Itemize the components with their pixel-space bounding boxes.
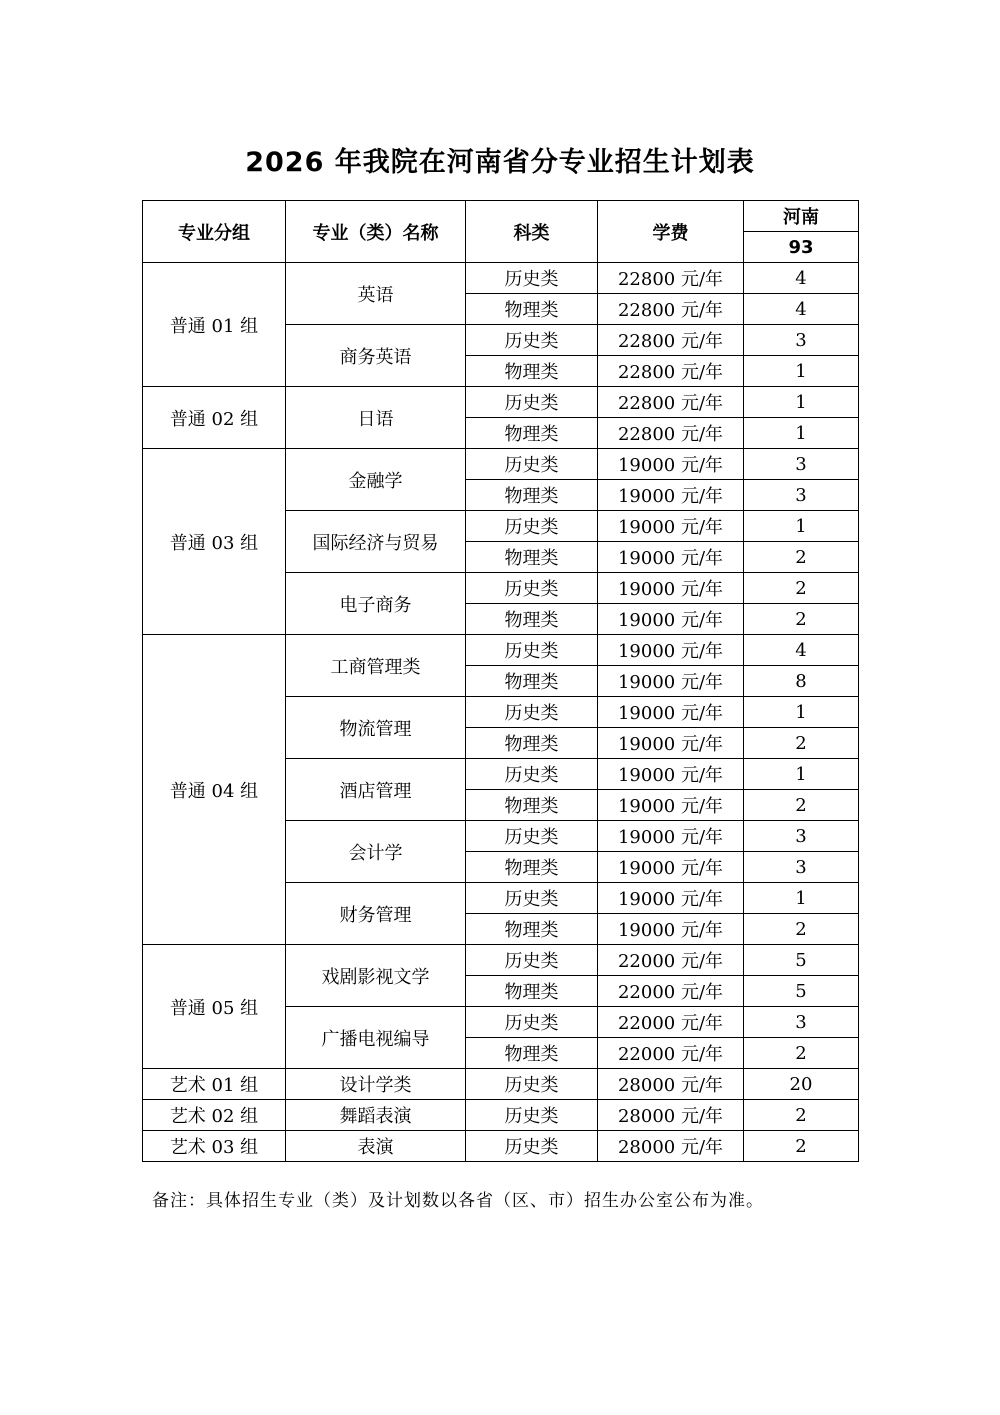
count-cell: 1 <box>744 418 859 449</box>
table-row <box>143 449 859 480</box>
subject-cell: 历史类 <box>466 883 598 914</box>
count-cell: 3 <box>744 325 859 356</box>
group-cell: 普通 03 组 <box>143 449 286 635</box>
subject-cell: 历史类 <box>466 821 598 852</box>
major-cell: 商务英语 <box>286 325 466 387</box>
tuition-cell: 19000 元/年 <box>598 821 744 852</box>
count-cell: 3 <box>744 821 859 852</box>
subject-cell: 物理类 <box>466 418 598 449</box>
tuition-cell: 28000 元/年 <box>598 1131 744 1162</box>
group-cell: 普通 02 组 <box>143 387 286 449</box>
subject-cell: 历史类 <box>466 1069 598 1100</box>
subject-cell: 历史类 <box>466 387 598 418</box>
tuition-cell: 19000 元/年 <box>598 604 744 635</box>
tuition-cell: 19000 元/年 <box>598 666 744 697</box>
major-cell: 日语 <box>286 387 466 449</box>
tuition-cell: 19000 元/年 <box>598 728 744 759</box>
major-cell: 工商管理类 <box>286 635 466 697</box>
count-cell: 1 <box>744 883 859 914</box>
enrollment-plan-table <box>142 200 859 1162</box>
major-cell: 会计学 <box>286 821 466 883</box>
table-row <box>143 1100 859 1131</box>
count-cell: 4 <box>744 263 859 294</box>
tuition-cell: 22000 元/年 <box>598 976 744 1007</box>
subject-cell: 物理类 <box>466 604 598 635</box>
major-cell: 金融学 <box>286 449 466 511</box>
table-row <box>143 263 859 294</box>
major-cell: 国际经济与贸易 <box>286 511 466 573</box>
table-row <box>143 635 859 666</box>
subject-cell: 物理类 <box>466 728 598 759</box>
tuition-cell: 19000 元/年 <box>598 480 744 511</box>
subject-cell: 物理类 <box>466 914 598 945</box>
subject-cell: 物理类 <box>466 1038 598 1069</box>
subject-cell: 历史类 <box>466 511 598 542</box>
subject-cell: 历史类 <box>466 945 598 976</box>
count-cell: 2 <box>744 604 859 635</box>
count-cell: 5 <box>744 945 859 976</box>
group-cell: 艺术 02 组 <box>143 1100 286 1131</box>
table-row <box>143 387 859 418</box>
count-cell: 1 <box>744 511 859 542</box>
tuition-cell: 19000 元/年 <box>598 542 744 573</box>
tuition-cell: 19000 元/年 <box>598 635 744 666</box>
tuition-cell: 22800 元/年 <box>598 263 744 294</box>
header-province-total: 93 <box>744 232 859 263</box>
tuition-cell: 28000 元/年 <box>598 1069 744 1100</box>
tuition-cell: 19000 元/年 <box>598 790 744 821</box>
subject-cell: 物理类 <box>466 480 598 511</box>
count-cell: 3 <box>744 449 859 480</box>
subject-cell: 物理类 <box>466 666 598 697</box>
group-cell: 普通 04 组 <box>143 635 286 945</box>
tuition-cell: 22800 元/年 <box>598 294 744 325</box>
count-cell: 2 <box>744 573 859 604</box>
count-cell: 2 <box>744 1131 859 1162</box>
table-row <box>143 1069 859 1100</box>
count-cell: 3 <box>744 1007 859 1038</box>
group-cell: 普通 01 组 <box>143 263 286 387</box>
subject-cell: 物理类 <box>466 790 598 821</box>
subject-cell: 物理类 <box>466 356 598 387</box>
count-cell: 3 <box>744 852 859 883</box>
tuition-cell: 19000 元/年 <box>598 511 744 542</box>
major-cell: 英语 <box>286 263 466 325</box>
group-cell: 艺术 01 组 <box>143 1069 286 1100</box>
subject-cell: 历史类 <box>466 449 598 480</box>
count-cell: 8 <box>744 666 859 697</box>
major-cell: 财务管理 <box>286 883 466 945</box>
subject-cell: 历史类 <box>466 697 598 728</box>
tuition-cell: 22000 元/年 <box>598 1007 744 1038</box>
subject-cell: 物理类 <box>466 976 598 1007</box>
major-cell: 设计学类 <box>286 1069 466 1100</box>
header-major: 专业（类）名称 <box>286 201 466 263</box>
subject-cell: 物理类 <box>466 294 598 325</box>
count-cell: 2 <box>744 728 859 759</box>
tuition-cell: 19000 元/年 <box>598 697 744 728</box>
subject-cell: 历史类 <box>466 263 598 294</box>
count-cell: 1 <box>744 697 859 728</box>
tuition-cell: 19000 元/年 <box>598 914 744 945</box>
major-cell: 物流管理 <box>286 697 466 759</box>
tuition-cell: 22800 元/年 <box>598 418 744 449</box>
group-cell: 艺术 03 组 <box>143 1131 286 1162</box>
header-province: 河南 <box>744 201 859 232</box>
subject-cell: 历史类 <box>466 635 598 666</box>
count-cell: 1 <box>744 387 859 418</box>
count-cell: 2 <box>744 1038 859 1069</box>
tuition-cell: 22800 元/年 <box>598 356 744 387</box>
major-cell: 广播电视编导 <box>286 1007 466 1069</box>
subject-cell: 物理类 <box>466 542 598 573</box>
tuition-cell: 19000 元/年 <box>598 883 744 914</box>
count-cell: 4 <box>744 294 859 325</box>
subject-cell: 历史类 <box>466 759 598 790</box>
count-cell: 2 <box>744 914 859 945</box>
subject-cell: 历史类 <box>466 1100 598 1131</box>
page-title: 2026 年我院在河南省分专业招生计划表 <box>245 147 755 178</box>
tuition-cell: 22800 元/年 <box>598 387 744 418</box>
major-cell: 戏剧影视文学 <box>286 945 466 1007</box>
count-cell: 3 <box>744 480 859 511</box>
tuition-cell: 19000 元/年 <box>598 852 744 883</box>
count-cell: 2 <box>744 542 859 573</box>
subject-cell: 历史类 <box>466 1131 598 1162</box>
major-cell: 电子商务 <box>286 573 466 635</box>
count-cell: 5 <box>744 976 859 1007</box>
header-tuition: 学费 <box>598 201 744 263</box>
tuition-cell: 19000 元/年 <box>598 759 744 790</box>
header-group: 专业分组 <box>143 201 286 263</box>
tuition-cell: 22800 元/年 <box>598 325 744 356</box>
major-cell: 表演 <box>286 1131 466 1162</box>
subject-cell: 历史类 <box>466 325 598 356</box>
tuition-cell: 19000 元/年 <box>598 449 744 480</box>
major-cell: 舞蹈表演 <box>286 1100 466 1131</box>
major-cell: 酒店管理 <box>286 759 466 821</box>
header-subject: 科类 <box>466 201 598 263</box>
subject-cell: 历史类 <box>466 1007 598 1038</box>
table-row <box>143 1131 859 1162</box>
subject-cell: 历史类 <box>466 573 598 604</box>
tuition-cell: 22000 元/年 <box>598 1038 744 1069</box>
count-cell: 1 <box>744 759 859 790</box>
count-cell: 2 <box>744 1100 859 1131</box>
tuition-cell: 28000 元/年 <box>598 1100 744 1131</box>
count-cell: 4 <box>744 635 859 666</box>
count-cell: 2 <box>744 790 859 821</box>
table-row <box>143 945 859 976</box>
tuition-cell: 22000 元/年 <box>598 945 744 976</box>
footnote: 备注：具体招生专业（类）及计划数以各省（区、市）招生办公室公布为准。 <box>152 1191 764 1211</box>
group-cell: 普通 05 组 <box>143 945 286 1069</box>
subject-cell: 物理类 <box>466 852 598 883</box>
count-cell: 20 <box>744 1069 859 1100</box>
tuition-cell: 19000 元/年 <box>598 573 744 604</box>
count-cell: 1 <box>744 356 859 387</box>
